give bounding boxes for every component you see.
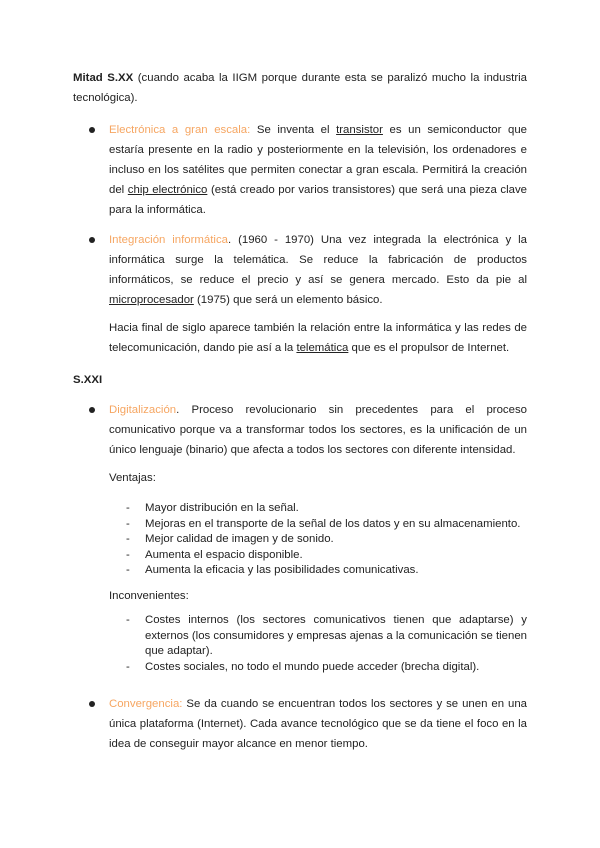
paragraph-electronica xyxy=(109,120,527,220)
section-heading-sxxi: S.XXI xyxy=(73,374,103,386)
bullet-icon xyxy=(89,701,95,707)
bullet-icon xyxy=(89,237,95,243)
intro-paragraph xyxy=(73,68,527,108)
term: Electrónica a gran escala: xyxy=(109,124,251,136)
list-item xyxy=(109,613,527,660)
text: (1975) que será un elemento básico. xyxy=(193,294,383,306)
text: es un semiconductor que estaría presente en la radio y posteriormente en la televisión, los ordenadores e incluso en los satélites que permiten conectar a gran escala. Permitirá la creación del xyxy=(109,124,527,196)
dash: - xyxy=(126,548,130,561)
item-text: Mayor distribución en la señal. xyxy=(145,502,299,514)
text: (está creado por varios transistores) que será una pieza clave para la informática. xyxy=(109,184,527,216)
text: Hacia final de siglo aparece también la relación entre la informática y las redes de telecomunicación, dando pie así a la xyxy=(109,322,527,354)
list-item xyxy=(109,532,527,548)
list-item xyxy=(109,548,527,564)
term: Convergencia: xyxy=(109,698,183,710)
item-text: Aumenta la eficacia y las posibilidades comunicativas. xyxy=(145,564,419,576)
dash: - xyxy=(126,564,130,576)
text: . (1960 - 1970) Una vez integrada la electrónica y la informática surge la telemática. Se reduce la fabricación de productos informáticos, se reduce el precio y así se genera mercado. Esto da pie al xyxy=(109,234,527,286)
inconvenientes-label: Inconvenientes: xyxy=(109,590,189,602)
paragraph-digitalizacion xyxy=(109,400,527,460)
paragraph-integracion xyxy=(109,230,527,310)
paragraph-hacia-final xyxy=(109,318,527,358)
intro-text: (cuando acaba la IIGM porque durante esta se paralizó mucho la industria tecnológica). xyxy=(73,72,527,104)
underlined-term: microprocesador xyxy=(109,294,194,306)
text: Se da cuando se encuentran todos los sectores y se unen en una única plataforma (Internet). Cada avance tecnológico que se da tiene el foco en la idea de conseguir mayor alcance en menor tiempo. xyxy=(109,698,527,750)
list-item xyxy=(109,660,527,676)
text: Se inventa el xyxy=(250,124,337,136)
list-item xyxy=(109,501,527,517)
underlined-term: transistor xyxy=(336,124,383,136)
inconvenientes-list xyxy=(109,613,527,675)
bullet-icon xyxy=(89,407,95,413)
dash: - xyxy=(126,614,130,626)
item-text: Mejoras en el transporte de la señal de los datos y en su almacenamiento. xyxy=(145,517,521,530)
dash: - xyxy=(126,502,130,514)
item-text: Mejor calidad de imagen y de sonido. xyxy=(145,533,334,545)
intro-heading: Mitad S.XX xyxy=(73,72,134,84)
ventajas-list xyxy=(109,501,527,579)
list-item xyxy=(109,517,527,533)
underlined-term: telemática xyxy=(296,342,349,354)
paragraph-convergencia xyxy=(109,694,527,754)
underlined-term: chip electrónico xyxy=(127,184,208,196)
ventajas-label: Ventajas: xyxy=(109,472,156,484)
dash: - xyxy=(126,660,130,673)
dash: - xyxy=(126,517,130,530)
item-text: Aumenta el espacio disponible. xyxy=(145,548,303,561)
item-text: Costes sociales, no todo el mundo puede acceder (brecha digital). xyxy=(145,660,480,673)
text: . Proceso revolucionario sin precedentes para el proceso comunicativo porque va a transformar todos los sectores, es la unificación de un único lenguaje (binario) que afecta a todos los sectores con diferente intensidad. xyxy=(109,404,527,456)
term: Digitalización xyxy=(109,404,177,416)
bullet-icon xyxy=(89,127,95,133)
dash: - xyxy=(126,533,130,545)
list-item xyxy=(109,563,527,579)
text: que es el propulsor de Internet. xyxy=(348,342,510,354)
term: Integración informática xyxy=(109,234,228,246)
item-text: Costes internos (los sectores comunicativos tienen que adaptarse) y externos (los consumidores y empresas ajenas a la comunicación se tienen que adaptar). xyxy=(145,614,527,657)
